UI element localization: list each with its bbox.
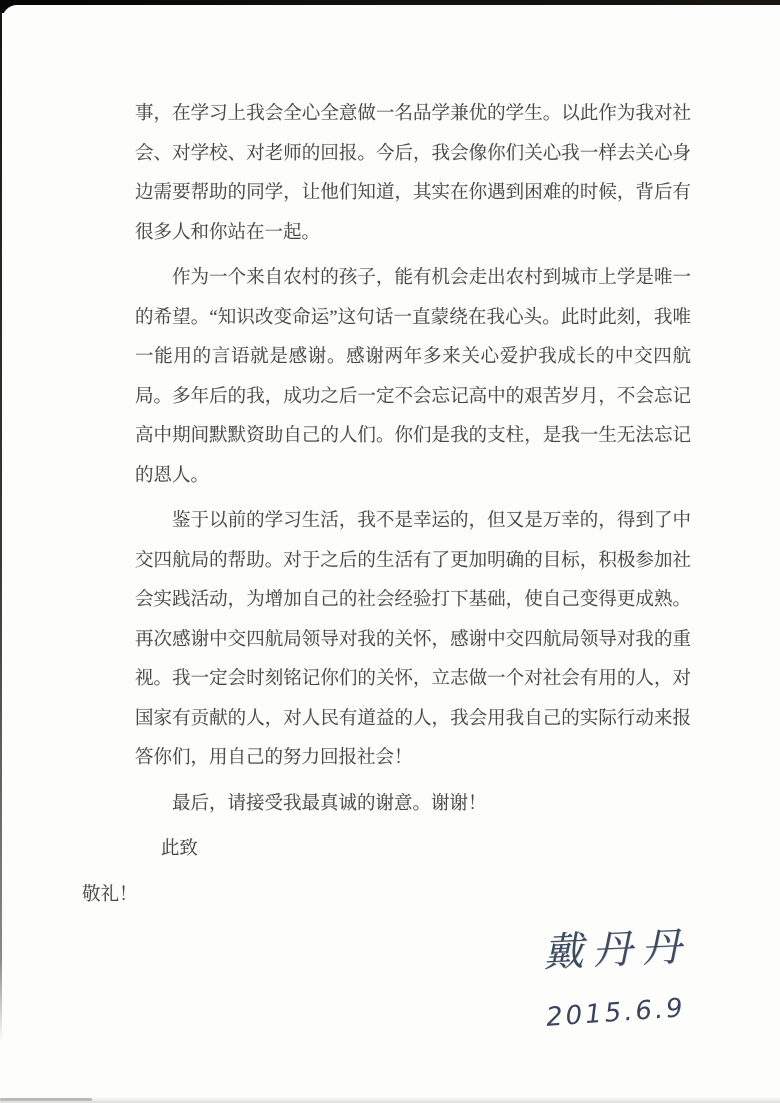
letter-paragraph: 鉴于以前的学习生活，我不是幸运的，但又是万幸的，得到了中交四航局的帮助。对于之后的生活有了更加明确的目标，积极参加社会实践活动，为增加自己的社会经验打下基础，使自己变得更成熟。再次感谢中交四航局领导对我的关怀，感谢中交四航局领导对我的重视。我一定会时刻铭记你们的关怀，立志做一个对社会有用的人，对国家有贡献的人，对人民有道益的人，我会用我自己的实际行动来报答你们，用自己的努力回报社会！: [135, 511, 691, 768]
handwritten-date: 2015.6.9: [545, 993, 687, 1033]
handwritten-signature: 戴丹丹: [542, 923, 692, 977]
letter-paragraph-continuation: 事，在学习上我会全心全意做一名品学兼优的学生。以此作为我对社会、对学校、对老师的回报。今后，我会像你们关心我一样去关心身边需要帮助的同学，让他们知道，其实在你遇到困难的时候，背后有很多人和你站在一起。: [135, 104, 691, 243]
letter-paragraph: 作为一个来自农村的孩子，能有机会走出农村到城市上学是唯一的希望。“知识改变命运”这句话一直蒙绕在我心头。此时此刻，我唯一能用的言语就是感谢。感谢两年多来关心爱护我成长的中交四航局。多年后的我，成功之后一定不会忘记高中的艰苦岁月，不会忘记高中期间默默资助自己的人们。你们是我的支柱，是我一生无法忘记的恩人。: [135, 268, 691, 486]
closing-salute: 敬礼！: [82, 884, 138, 905]
scan-edge-top: [0, 0, 780, 5]
paper-rounded-corner: [2, 5, 46, 49]
letter-paragraph: 最后，请接受我最真诚的谢意。谢谢！: [172, 793, 487, 814]
scan-edge-bottom: [0, 1097, 780, 1103]
closing-cizhi: 此致: [160, 839, 198, 859]
letter-body: [82, 95, 691, 915]
scan-edge-left: [0, 12, 2, 1042]
scan-edge-bottom-left: [0, 1098, 92, 1101]
